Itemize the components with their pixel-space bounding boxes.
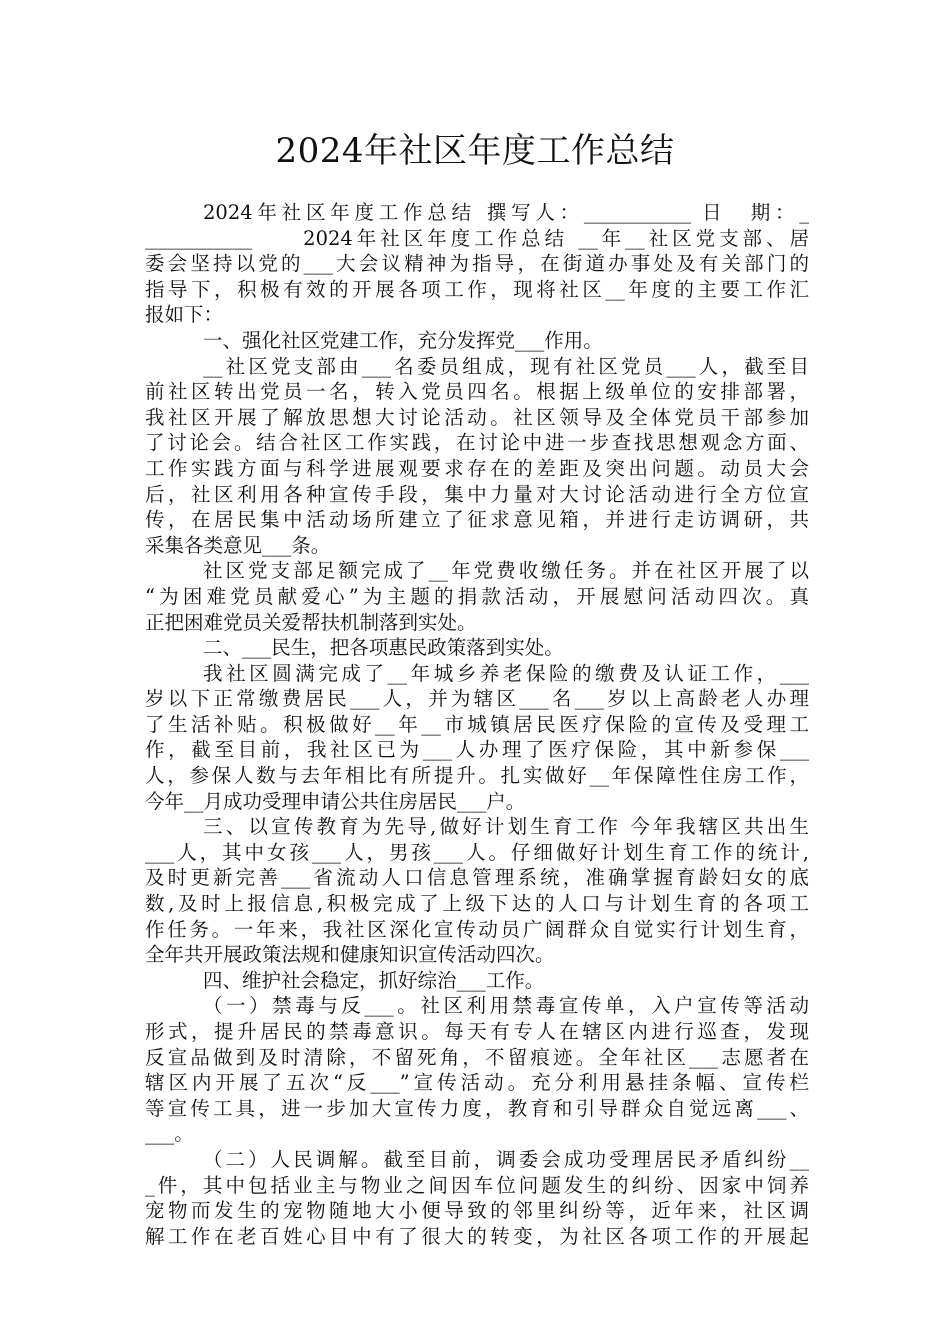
text-line: _件，其中包括业主与物业之间因车位问题发生的纠纷、因家中饲养	[145, 1173, 809, 1197]
text-line: 了讨论会。结合社区工作实践，在讨论中进一步查找思想观念方面、	[145, 431, 809, 455]
text-line: 二、___民生，把各项惠民政策落到实处。	[203, 636, 564, 660]
text-line: 反宣品做到及时清除，不留死角，不留痕迹。全年社区___志愿者在	[145, 1045, 809, 1069]
text-line: ___。	[145, 1122, 194, 1146]
text-line: 作任务。一年来，我社区深化宣传动员广阔群众自觉实行计划生育，	[145, 917, 809, 941]
text-line: 数,及时上报信息,积极完成了上级下达的人口与计划生育的各项工	[145, 892, 809, 916]
text-line: 我社区圆满完成了__年城乡养老保险的缴费及认证工作，___	[203, 661, 809, 685]
text-line: （一）禁毒与反___。社区利用禁毒宣传单，入户宣传等活动	[203, 994, 809, 1018]
text-line: 作，截至目前，我社区已为___人办理了医疗保险，其中新参保___	[145, 738, 809, 762]
text-line: 辖区内开展了五次“反___”宣传活动。充分利用悬挂条幅、宣传栏	[145, 1071, 809, 1095]
text-line: __社区党支部由___名委员组成，现有社区党员___人，截至目	[203, 354, 809, 378]
text-line: 报如下：	[145, 303, 224, 327]
text-line: 等宣传工具，进一步加大宣传力度，教育和引导群众自觉远离___、	[145, 1096, 809, 1120]
text-line: 采集各类意见___条。	[145, 533, 331, 557]
text-line: 了生活补贴。积极做好__年__市城镇居民医疗保险的宣传及受理工	[145, 712, 809, 736]
text-line: 四、维护社会稳定，抓好综治___工作。	[203, 968, 545, 992]
text-line: 宠物而发生的宠物随地大小便导致的邻里纠纷等，近年来，社区调	[145, 1199, 809, 1223]
text-line: 解工作在老百姓心目中有了很大的转变，为社区各项工作的开展起	[145, 1224, 809, 1248]
text-line: 及时更新完善___省流动人口信息管理系统，准确掌握育龄妇女的底	[145, 866, 809, 890]
text-line: 人，参保人数与去年相比有所提升。扎实做好__年保障性住房工作，	[145, 764, 809, 788]
text-line: 一、强化社区党建工作，充分发挥党___作用。	[203, 328, 603, 352]
text-line: ___人，其中女孩___人，男孩___人。仔细做好计划生育工作的统计,	[145, 840, 809, 864]
text-line: 传，在居民集中活动场所建立了征求意见箱，并进行走访调研，共	[145, 508, 809, 532]
text-line: 工作实践方面与科学进展观要求存在的差距及突出问题。动员大会	[145, 456, 809, 480]
document-title: 2024年社区年度工作总结	[275, 131, 675, 171]
text-line: 今年__月成功受理申请公共住房居民___户。	[145, 789, 526, 813]
text-line: 全年共开展政策法规和健康知识宣传活动四次。	[145, 943, 555, 967]
text-line: 三、以宣传教育为先导,做好计划生育工作 今年我辖区共出生	[203, 815, 809, 839]
text-line: 委会坚持以党的___大会议精神为指导，在街道办事处及有关部门的	[145, 252, 809, 276]
text-line: 正把困难党员关爱帮扶机制落到实处。	[145, 610, 477, 634]
text-line: （二）人民调解。截至目前，调委会成功受理居民矛盾纠纷__	[203, 1147, 809, 1171]
text-line: “为困难党员献爱心”为主题的捐款活动，开展慰问活动四次。真	[145, 584, 809, 608]
text-line: 社区党支部足额完成了__年党费收缴任务。并在社区开展了以	[203, 559, 809, 583]
text-line: 岁以下正常缴费居民___人，并为辖区___名___岁以上高龄老人办理	[145, 687, 809, 711]
text-line: 形式，提升居民的禁毒意识。每天有专人在辖区内进行巡查，发现	[145, 1020, 809, 1043]
text-line: ___________ 2024年社区年度工作总结 __年__社区党支部、居	[145, 226, 809, 250]
text-line: 前社区转出党员一名，转入党员四名。根据上级单位的安排部署，	[145, 380, 809, 404]
text-line: 后，社区利用各种宣传手段，集中力量对大讨论活动进行全方位宣	[145, 482, 809, 506]
text-line: 我社区开展了解放思想大讨论活动。社区领导及全体党员干部参加	[145, 405, 809, 429]
text-line: 指导下，积极有效的开展各项工作，现将社区__年度的主要工作汇	[145, 277, 809, 301]
text-line: 2024年社区年度工作总结 撰写人：___________ 日 期：_	[203, 201, 809, 224]
document-body	[145, 200, 809, 1249]
